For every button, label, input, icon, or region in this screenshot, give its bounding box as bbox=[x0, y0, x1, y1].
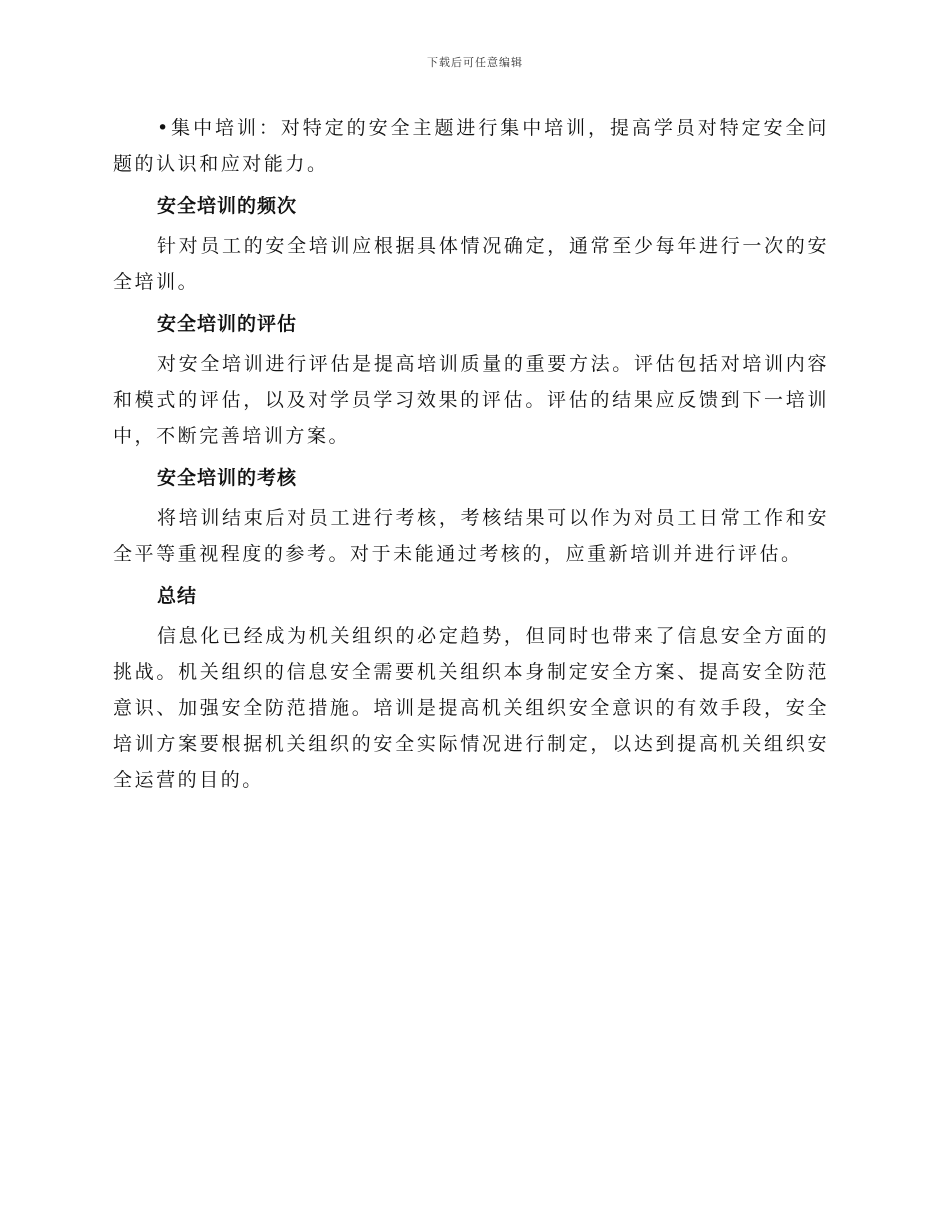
heading-training-assessment: 安全培训的考核 bbox=[157, 467, 298, 489]
paragraph-summary: 信息化已经成为机关组织的必定趋势，但同时也带来了信息安全方面的挑战。机关组织的信息安全需要机关组织本身制定安全方案、提高安全防范意识、加强安全防范措施。培训是提高机关组织安全意识的有效手段，安全培训方案要根据机关组织的安全实际情况进行制定，以达到提高机关组织安全运营的目的。 bbox=[113, 625, 829, 791]
paragraph-text: 集中培训：对特定的安全主题进行集中培训，提高学员对特定安全问题的认识和应对能力。 bbox=[113, 117, 829, 175]
paragraph-training-frequency: 针对员工的安全培训应根据具体情况确定，通常至少每年进行一次的安全培训。 bbox=[113, 235, 829, 293]
header-note: 下载后可任意编辑 bbox=[427, 56, 523, 69]
bullet-paragraph-centralized-training bbox=[113, 110, 829, 182]
paragraph-training-evaluation: 对安全培训进行评估是提高培训质量的重要方法。评估包括对培训内容和模式的评估，以及对学员学习效果的评估。评估的结果应反馈到下一培训中，不断完善培训方案。 bbox=[113, 353, 829, 447]
paragraph-training-assessment: 将培训结束后对员工进行考核，考核结果可以作为对员工日常工作和安全平等重视程度的参考。对于未能通过考核的，应重新培训并进行评估。 bbox=[113, 507, 829, 565]
document-body bbox=[113, 110, 829, 798]
bullet-icon: • bbox=[157, 117, 171, 139]
heading-training-frequency: 安全培训的频次 bbox=[157, 195, 298, 217]
heading-summary: 总结 bbox=[157, 585, 198, 607]
heading-training-evaluation: 安全培训的评估 bbox=[157, 313, 298, 335]
